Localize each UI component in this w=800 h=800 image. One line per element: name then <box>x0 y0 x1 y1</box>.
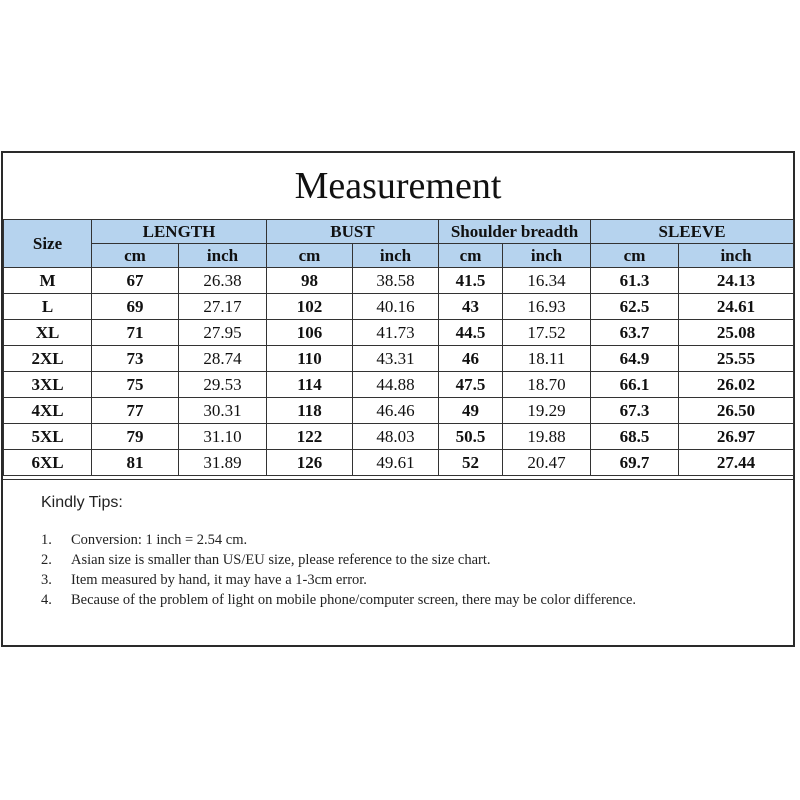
tip-text: Asian size is smaller than US/EU size, please reference to the size chart. <box>71 552 491 568</box>
table-cell: 102 <box>267 294 353 320</box>
table-cell: 30.31 <box>179 398 267 424</box>
table-cell: 31.89 <box>179 450 267 476</box>
table-cell: 67.3 <box>591 398 679 424</box>
table-cell: 20.47 <box>503 450 591 476</box>
tip-text: Conversion: 1 inch = 2.54 cm. <box>71 532 248 548</box>
table-cell: 114 <box>267 372 353 398</box>
table-cell: 17.52 <box>503 320 591 346</box>
table-cell: 106 <box>267 320 353 346</box>
table-cell: 41.73 <box>353 320 439 346</box>
table-cell: 81 <box>92 450 179 476</box>
size-column-header: Size <box>4 220 92 268</box>
table-cell: 38.58 <box>353 268 439 294</box>
table-cell: 16.34 <box>503 268 591 294</box>
tip-number: 2. <box>41 552 52 568</box>
length-header: LENGTH <box>92 220 267 244</box>
table-cell: 19.29 <box>503 398 591 424</box>
table-cell: 67 <box>92 268 179 294</box>
unit-header: cm <box>439 244 503 268</box>
table-cell: 79 <box>92 424 179 450</box>
table-cell: 43.31 <box>353 346 439 372</box>
size-cell: 4XL <box>4 398 92 424</box>
table-cell: 110 <box>267 346 353 372</box>
table-cell: 40.16 <box>353 294 439 320</box>
table-row <box>4 424 794 450</box>
table-cell: 29.53 <box>179 372 267 398</box>
size-cell: 2XL <box>4 346 92 372</box>
table-cell: 27.17 <box>179 294 267 320</box>
table-row <box>4 320 794 346</box>
table-cell: 27.44 <box>679 450 794 476</box>
chart-title: Measurement <box>294 165 502 207</box>
table-cell: 27.95 <box>179 320 267 346</box>
list-item <box>41 530 731 550</box>
list-item <box>41 590 731 610</box>
table-cell: 28.74 <box>179 346 267 372</box>
table-cell: 18.11 <box>503 346 591 372</box>
table-cell: 61.3 <box>591 268 679 294</box>
measurement-chart <box>1 151 795 647</box>
table-cell: 26.02 <box>679 372 794 398</box>
table-cell: 44.88 <box>353 372 439 398</box>
bust-header: BUST <box>267 220 439 244</box>
table-cell: 73 <box>92 346 179 372</box>
tips-title: Kindly Tips: <box>41 494 123 511</box>
size-cell: XL <box>4 320 92 346</box>
table-cell: 122 <box>267 424 353 450</box>
tip-number: 4. <box>41 592 52 608</box>
table-cell: 52 <box>439 450 503 476</box>
table-cell: 47.5 <box>439 372 503 398</box>
table-cell: 69.7 <box>591 450 679 476</box>
list-item <box>41 570 731 590</box>
table-cell: 24.13 <box>679 268 794 294</box>
table-cell: 25.08 <box>679 320 794 346</box>
table-row <box>4 398 794 424</box>
table-cell: 64.9 <box>591 346 679 372</box>
table-cell: 69 <box>92 294 179 320</box>
table-cell: 26.38 <box>179 268 267 294</box>
table-cell: 18.70 <box>503 372 591 398</box>
tip-text: Because of the problem of light on mobile phone/computer screen, there may be color difference. <box>71 592 637 608</box>
table-cell: 26.97 <box>679 424 794 450</box>
table-cell: 44.5 <box>439 320 503 346</box>
table-cell: 75 <box>92 372 179 398</box>
shoulder-header: Shoulder breadth <box>439 220 591 244</box>
unit-header: inch <box>179 244 267 268</box>
table-cell: 46.46 <box>353 398 439 424</box>
table-cell: 19.88 <box>503 424 591 450</box>
size-cell: M <box>4 268 92 294</box>
table-cell: 41.5 <box>439 268 503 294</box>
table-cell: 98 <box>267 268 353 294</box>
table-cell: 48.03 <box>353 424 439 450</box>
table-cell: 43 <box>439 294 503 320</box>
table-row <box>4 450 794 476</box>
table-cell: 26.50 <box>679 398 794 424</box>
table-row <box>4 372 794 398</box>
table-cell: 77 <box>92 398 179 424</box>
table-cell: 24.61 <box>679 294 794 320</box>
tip-number: 3. <box>41 572 52 588</box>
size-cell: 3XL <box>4 372 92 398</box>
table-cell: 46 <box>439 346 503 372</box>
size-cell: 6XL <box>4 450 92 476</box>
table-cell: 25.55 <box>679 346 794 372</box>
list-item <box>41 550 731 570</box>
table-cell: 66.1 <box>591 372 679 398</box>
table-row <box>4 268 794 294</box>
tips-list <box>41 530 731 610</box>
unit-header: inch <box>503 244 591 268</box>
tip-text: Item measured by hand, it may have a 1-3cm error. <box>71 572 367 588</box>
table-cell: 126 <box>267 450 353 476</box>
tip-number: 1. <box>41 532 52 548</box>
table-header-row <box>4 220 794 244</box>
table-cell: 49.61 <box>353 450 439 476</box>
unit-header: inch <box>679 244 794 268</box>
unit-header: cm <box>92 244 179 268</box>
table-unit-row <box>4 244 794 268</box>
size-cell: L <box>4 294 92 320</box>
table-cell: 16.93 <box>503 294 591 320</box>
table-cell: 71 <box>92 320 179 346</box>
table-cell: 50.5 <box>439 424 503 450</box>
unit-header: cm <box>267 244 353 268</box>
table-cell: 63.7 <box>591 320 679 346</box>
table-cell: 68.5 <box>591 424 679 450</box>
size-cell: 5XL <box>4 424 92 450</box>
table-cell: 62.5 <box>591 294 679 320</box>
table-row <box>4 346 794 372</box>
table-cell: 118 <box>267 398 353 424</box>
unit-header: inch <box>353 244 439 268</box>
unit-header: cm <box>591 244 679 268</box>
sleeve-header: SLEEVE <box>591 220 794 244</box>
table-cell: 31.10 <box>179 424 267 450</box>
table-cell: 49 <box>439 398 503 424</box>
kindly-tips <box>3 479 793 645</box>
table-row <box>4 294 794 320</box>
size-table <box>3 219 794 476</box>
